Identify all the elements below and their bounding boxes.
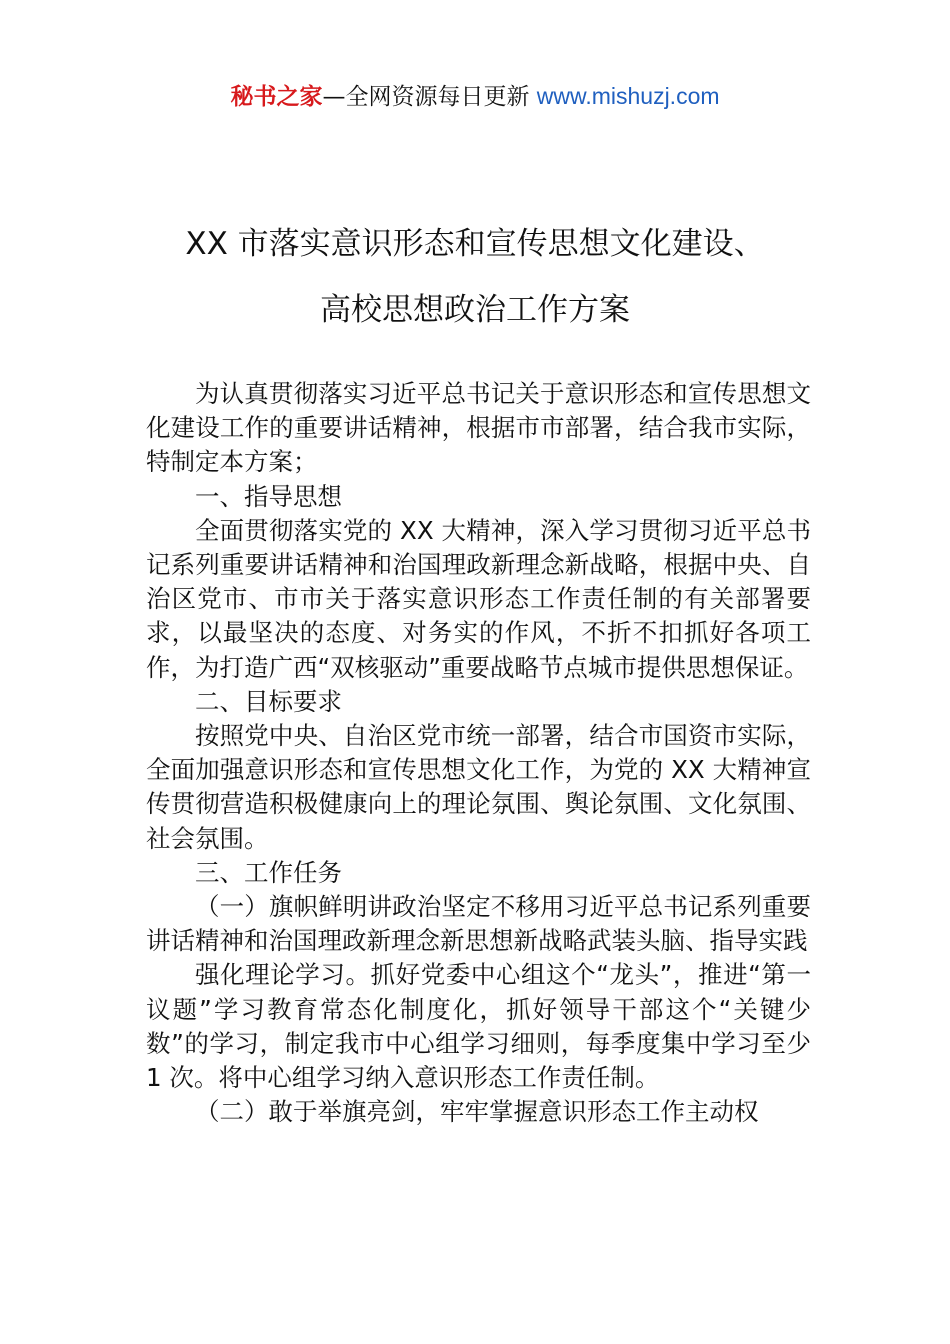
site-tagline: —全网资源每日更新: [322, 84, 537, 110]
document-title-line-1: XX 市落实意识形态和宣传思想文化建设、: [185, 226, 765, 262]
document-body: [146, 377, 811, 1129]
document-title-line-2: 高校思想政治工作方案: [320, 292, 630, 328]
site-header: [0, 80, 950, 113]
paragraph-goals: 按照党中央、自治区党市统一部署，结合市国资市实际，全面加强意识形态和宣传思想文化工作，为党的 XX 大精神宣传贯彻营造积极健康向上的理论氛围、舆论氛围、文化氛围、社会氛围。: [146, 721, 811, 853]
paragraph-task-1: 强化理论学习。抓好党委中心组这个“龙头”，推进“第一议题”学习教育常态化制度化，抓好领导干部这个“关键少数”的学习，制定我市中心组学习细则，每季度集中学习至少 1 次。将中心组学习纳入意识形态工作责任制。: [146, 960, 811, 1093]
subheading-task-1: （一）旗帜鲜明讲政治坚定不移用习近平总书记系列重要讲话精神和治国理政新理念新思想新战略武装头脑、指导实践: [146, 892, 811, 956]
intro-paragraph: 为认真贯彻落实习近平总书记关于意识形态和宣传思想文化建设工作的重要讲话精神，根据市市部署，结合我市实际，特制定本方案；: [146, 379, 811, 477]
section-heading-guiding-ideology: 一、指导思想: [195, 481, 342, 511]
paragraph-guiding-ideology: 全面贯彻落实党的 XX 大精神，深入学习贯彻习近平总书记系列重要讲话精神和治国理政新理念新战略，根据中央、自治区党市、市市关于落实意识形态工作责任制的有关部署要求，以最坚决的态度、对务实的作风，不折不扣抓好各项工作，为打造广西“双核驱动”重要战略节点城市提供思想保证。: [146, 515, 811, 682]
site-brand: 秘书之家: [230, 84, 323, 110]
section-heading-goals: 二、目标要求: [195, 686, 342, 716]
section-heading-tasks: 三、工作任务: [195, 857, 342, 887]
site-url-link[interactable]: www.mishuzj.com: [536, 83, 720, 109]
subheading-task-2: （二）敢于举旗亮剑，牢牢掌握意识形态工作主动权: [195, 1097, 759, 1127]
